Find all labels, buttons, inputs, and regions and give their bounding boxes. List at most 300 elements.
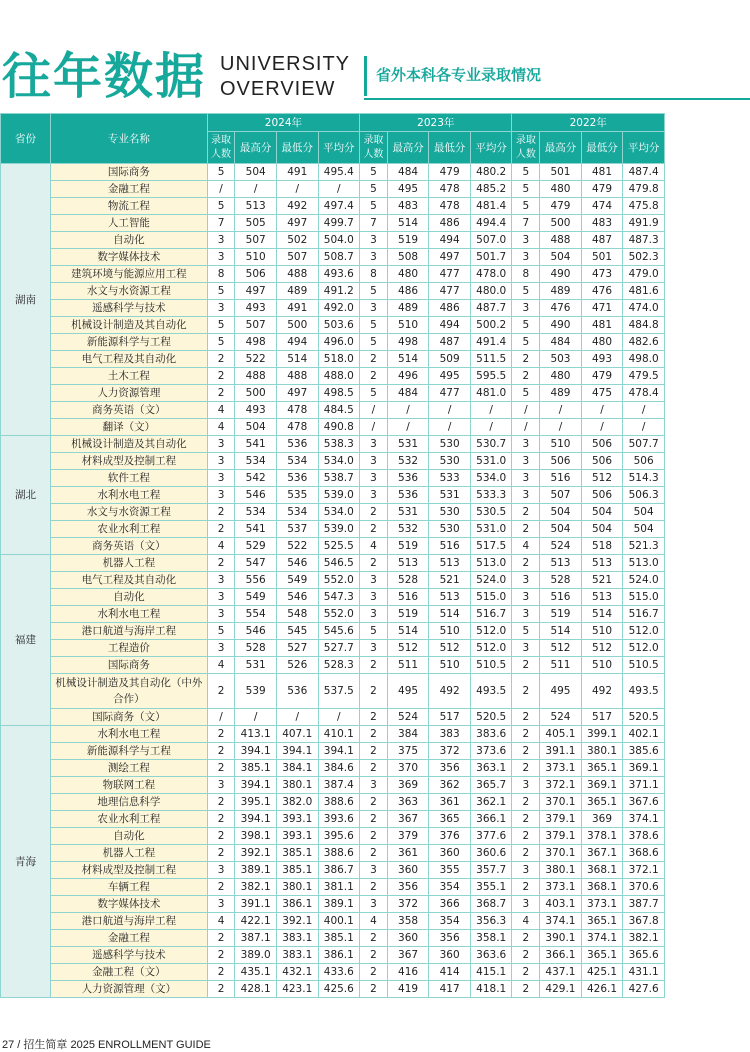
score-cell: 388.6 bbox=[318, 794, 360, 811]
score-cell: 2 bbox=[360, 657, 388, 674]
score-cell: 387.4 bbox=[318, 777, 360, 794]
score-cell: 490 bbox=[540, 317, 582, 334]
score-cell: 528 bbox=[387, 572, 429, 589]
major-name-cell: 自动化 bbox=[51, 828, 208, 845]
score-cell: 513 bbox=[429, 589, 471, 606]
score-cell: 372 bbox=[387, 896, 429, 913]
score-cell: 384.6 bbox=[318, 760, 360, 777]
score-cell: 494 bbox=[429, 232, 471, 249]
score-cell: 370.1 bbox=[540, 845, 582, 862]
score-cell: 2 bbox=[512, 504, 540, 521]
score-cell: 521.3 bbox=[623, 538, 665, 555]
score-cell: 3 bbox=[360, 249, 388, 266]
score-cell: 516 bbox=[540, 589, 582, 606]
score-cell: 536 bbox=[276, 674, 318, 709]
major-name-cell: 港口航道与海岸工程 bbox=[51, 623, 208, 640]
score-cell: 386.1 bbox=[276, 896, 318, 913]
score-cell: 495.4 bbox=[318, 164, 360, 181]
score-cell: 539.0 bbox=[318, 487, 360, 504]
score-cell: 394.1 bbox=[235, 743, 277, 760]
score-cell: / bbox=[318, 181, 360, 198]
score-cell: 4 bbox=[207, 657, 235, 674]
score-cell: 497.4 bbox=[318, 198, 360, 215]
score-cell: 2 bbox=[207, 930, 235, 947]
score-cell: / bbox=[540, 419, 582, 436]
score-cell: 484 bbox=[540, 334, 582, 351]
score-cell: 477 bbox=[429, 266, 471, 283]
score-cell: 542 bbox=[235, 470, 277, 487]
score-cell: 417 bbox=[429, 981, 471, 998]
score-cell: 516 bbox=[387, 589, 429, 606]
subheader-count: 录取人数 bbox=[207, 132, 235, 164]
score-cell: 395.6 bbox=[318, 828, 360, 845]
score-cell: 2 bbox=[207, 351, 235, 368]
score-cell: 495 bbox=[387, 181, 429, 198]
score-cell: 2 bbox=[207, 521, 235, 538]
score-cell: 3 bbox=[512, 589, 540, 606]
score-cell: 5 bbox=[207, 317, 235, 334]
score-cell: 477 bbox=[429, 385, 471, 402]
province-cell: 湖北 bbox=[1, 436, 51, 555]
major-name-cell: 土木工程 bbox=[51, 368, 208, 385]
score-cell: 398.1 bbox=[235, 828, 277, 845]
score-cell: 378.1 bbox=[581, 828, 623, 845]
score-cell: 481.0 bbox=[470, 385, 512, 402]
major-name-cell: 数字媒体技术 bbox=[51, 896, 208, 913]
score-cell: 432.1 bbox=[276, 964, 318, 981]
score-cell: 530.5 bbox=[470, 504, 512, 521]
score-cell: 2 bbox=[360, 726, 388, 743]
score-cell: 507.7 bbox=[623, 436, 665, 453]
score-cell: 488.0 bbox=[318, 368, 360, 385]
score-cell: 501 bbox=[581, 249, 623, 266]
score-cell: 2 bbox=[207, 555, 235, 572]
table-row bbox=[1, 419, 665, 436]
major-name-cell: 材料成型及控制工程 bbox=[51, 862, 208, 879]
score-cell: 2 bbox=[360, 760, 388, 777]
major-name-cell: 金融工程 bbox=[51, 930, 208, 947]
score-cell: 510 bbox=[429, 623, 471, 640]
score-cell: 552.0 bbox=[318, 572, 360, 589]
score-cell: 358.1 bbox=[470, 930, 512, 947]
score-cell: 547.3 bbox=[318, 589, 360, 606]
score-cell: 539 bbox=[235, 674, 277, 709]
table-row bbox=[1, 640, 665, 657]
score-cell: 357.7 bbox=[470, 862, 512, 879]
score-cell: 5 bbox=[207, 283, 235, 300]
score-cell: 5 bbox=[360, 623, 388, 640]
score-cell: 520.5 bbox=[470, 709, 512, 726]
major-name-cell: 新能源科学与工程 bbox=[51, 334, 208, 351]
score-cell: 4 bbox=[360, 538, 388, 555]
score-cell: 3 bbox=[512, 640, 540, 657]
score-cell: / bbox=[470, 419, 512, 436]
table-row bbox=[1, 674, 665, 709]
score-cell: 433.6 bbox=[318, 964, 360, 981]
score-cell: 546.5 bbox=[318, 555, 360, 572]
score-cell: 428.1 bbox=[235, 981, 277, 998]
score-cell: 360 bbox=[429, 845, 471, 862]
table-row bbox=[1, 657, 665, 674]
score-cell: 481 bbox=[581, 317, 623, 334]
score-cell: / bbox=[512, 419, 540, 436]
score-cell: 507.0 bbox=[470, 232, 512, 249]
subheader-max: 最高分 bbox=[235, 132, 277, 164]
score-cell: / bbox=[623, 402, 665, 419]
score-cell: 513 bbox=[540, 555, 582, 572]
score-cell: 530 bbox=[429, 453, 471, 470]
score-cell: 552.0 bbox=[318, 606, 360, 623]
score-cell: 2 bbox=[207, 504, 235, 521]
score-cell: 402.1 bbox=[623, 726, 665, 743]
score-cell: 361 bbox=[429, 794, 471, 811]
header-major: 专业名称 bbox=[51, 114, 208, 164]
score-cell: 5 bbox=[360, 283, 388, 300]
table-row bbox=[1, 317, 665, 334]
score-cell: / bbox=[623, 419, 665, 436]
score-cell: 2 bbox=[512, 930, 540, 947]
score-cell: / bbox=[540, 402, 582, 419]
score-cell: 360 bbox=[429, 947, 471, 964]
major-name-cell: 遥感科学与技术 bbox=[51, 947, 208, 964]
score-cell: 478.4 bbox=[623, 385, 665, 402]
score-cell: 483 bbox=[387, 198, 429, 215]
score-cell: 528.3 bbox=[318, 657, 360, 674]
major-name-cell: 水利水电工程 bbox=[51, 487, 208, 504]
score-cell: 391.1 bbox=[540, 743, 582, 760]
score-cell: 518.0 bbox=[318, 351, 360, 368]
score-cell: 372.1 bbox=[623, 862, 665, 879]
score-cell: 514 bbox=[581, 606, 623, 623]
score-cell: 423.1 bbox=[276, 981, 318, 998]
major-name-cell: 物联网工程 bbox=[51, 777, 208, 794]
score-cell: 514.3 bbox=[623, 470, 665, 487]
score-cell: 5 bbox=[512, 317, 540, 334]
score-cell: 492 bbox=[581, 674, 623, 709]
accent-bar bbox=[364, 56, 367, 96]
table-row bbox=[1, 589, 665, 606]
table-row bbox=[1, 504, 665, 521]
score-cell: 534 bbox=[276, 453, 318, 470]
score-cell: / bbox=[429, 419, 471, 436]
score-cell: 537.5 bbox=[318, 674, 360, 709]
score-cell: / bbox=[360, 419, 388, 436]
score-cell: 379 bbox=[387, 828, 429, 845]
major-name-cell: 自动化 bbox=[51, 232, 208, 249]
score-cell: 5 bbox=[207, 334, 235, 351]
score-cell: 418.1 bbox=[470, 981, 512, 998]
province-cell: 青海 bbox=[1, 726, 51, 998]
score-cell: 2 bbox=[512, 981, 540, 998]
score-cell: 4 bbox=[512, 538, 540, 555]
score-cell: 3 bbox=[512, 862, 540, 879]
score-cell: 407.1 bbox=[276, 726, 318, 743]
score-cell: 367.6 bbox=[623, 794, 665, 811]
table-row bbox=[1, 215, 665, 232]
table-row bbox=[1, 913, 665, 930]
subheader-avg: 平均分 bbox=[470, 132, 512, 164]
table-row bbox=[1, 266, 665, 283]
score-cell: 538.3 bbox=[318, 436, 360, 453]
score-cell: 2 bbox=[512, 368, 540, 385]
score-cell: 5 bbox=[512, 334, 540, 351]
score-cell: 410.1 bbox=[318, 726, 360, 743]
score-cell: 489 bbox=[387, 300, 429, 317]
score-cell: 2 bbox=[360, 947, 388, 964]
score-cell: 383 bbox=[429, 726, 471, 743]
table-row bbox=[1, 811, 665, 828]
score-cell: / bbox=[512, 402, 540, 419]
score-cell: 393.6 bbox=[318, 811, 360, 828]
score-cell: 378.6 bbox=[623, 828, 665, 845]
score-cell: 512 bbox=[581, 640, 623, 657]
table-row bbox=[1, 436, 665, 453]
score-cell: 476 bbox=[581, 283, 623, 300]
score-cell: 595.5 bbox=[470, 368, 512, 385]
score-cell: 3 bbox=[512, 896, 540, 913]
score-cell: 512.0 bbox=[623, 640, 665, 657]
score-cell: 501.7 bbox=[470, 249, 512, 266]
score-cell: 2 bbox=[207, 981, 235, 998]
score-cell: 498.5 bbox=[318, 385, 360, 402]
major-name-cell: 商务英语（文） bbox=[51, 402, 208, 419]
score-cell: 476 bbox=[540, 300, 582, 317]
score-cell: 533 bbox=[429, 470, 471, 487]
score-cell: 8 bbox=[360, 266, 388, 283]
score-cell: 2 bbox=[360, 504, 388, 521]
score-cell: 480 bbox=[540, 181, 582, 198]
header-year-2023: 2023年 bbox=[360, 114, 512, 132]
score-cell: 548 bbox=[276, 606, 318, 623]
score-cell: 506 bbox=[581, 436, 623, 453]
major-name-cell: 工程造价 bbox=[51, 640, 208, 657]
table-row bbox=[1, 896, 665, 913]
score-cell: 3 bbox=[512, 300, 540, 317]
score-cell: 491.4 bbox=[470, 334, 512, 351]
score-cell: 480 bbox=[387, 266, 429, 283]
score-cell: 360.6 bbox=[470, 845, 512, 862]
score-cell: 4 bbox=[207, 402, 235, 419]
score-cell: 3 bbox=[207, 606, 235, 623]
score-cell: 494 bbox=[429, 317, 471, 334]
score-cell: 521 bbox=[429, 572, 471, 589]
score-cell: 385.1 bbox=[318, 930, 360, 947]
score-cell: 426.1 bbox=[581, 981, 623, 998]
score-cell: 489 bbox=[540, 385, 582, 402]
score-cell: 394.1 bbox=[318, 743, 360, 760]
score-cell: 429.1 bbox=[540, 981, 582, 998]
score-cell: 500 bbox=[540, 215, 582, 232]
score-cell: 507 bbox=[276, 249, 318, 266]
major-name-cell: 人力资源管理 bbox=[51, 385, 208, 402]
score-cell: 484 bbox=[387, 385, 429, 402]
score-cell: 514 bbox=[387, 351, 429, 368]
major-name-cell: 人工智能 bbox=[51, 215, 208, 232]
table-row bbox=[1, 794, 665, 811]
score-cell: 510 bbox=[540, 436, 582, 453]
score-cell: 513.0 bbox=[470, 555, 512, 572]
score-cell: / bbox=[581, 402, 623, 419]
score-cell: 360 bbox=[387, 862, 429, 879]
table-row bbox=[1, 930, 665, 947]
score-cell: 530 bbox=[429, 436, 471, 453]
score-cell: 498 bbox=[387, 334, 429, 351]
score-cell: 385.1 bbox=[235, 760, 277, 777]
score-cell: 480.0 bbox=[470, 283, 512, 300]
score-cell: 492.0 bbox=[318, 300, 360, 317]
score-cell: 4 bbox=[207, 913, 235, 930]
score-cell: 2 bbox=[207, 726, 235, 743]
score-cell: 4 bbox=[207, 538, 235, 555]
major-name-cell: 农业水利工程 bbox=[51, 521, 208, 538]
score-cell: 541 bbox=[235, 521, 277, 538]
score-cell: 405.1 bbox=[540, 726, 582, 743]
score-cell: 383.1 bbox=[276, 930, 318, 947]
score-cell: 488 bbox=[276, 368, 318, 385]
table-row bbox=[1, 283, 665, 300]
score-cell: 2 bbox=[512, 879, 540, 896]
score-cell: 493.6 bbox=[318, 266, 360, 283]
score-cell: 2 bbox=[512, 726, 540, 743]
score-cell: 2 bbox=[360, 521, 388, 538]
score-cell: 494.4 bbox=[470, 215, 512, 232]
major-name-cell: 物流工程 bbox=[51, 198, 208, 215]
table-row bbox=[1, 198, 665, 215]
score-cell: 493 bbox=[235, 300, 277, 317]
score-cell: 3 bbox=[512, 453, 540, 470]
score-cell: 519 bbox=[387, 538, 429, 555]
score-cell: 2 bbox=[360, 368, 388, 385]
score-cell: 3 bbox=[512, 606, 540, 623]
score-cell: 539.0 bbox=[318, 521, 360, 538]
score-cell: 355 bbox=[429, 862, 471, 879]
score-cell: 496.0 bbox=[318, 334, 360, 351]
major-name-cell: 电气工程及其自动化 bbox=[51, 351, 208, 368]
score-cell: 490.8 bbox=[318, 419, 360, 436]
score-cell: 513.0 bbox=[623, 555, 665, 572]
score-cell: 514 bbox=[387, 623, 429, 640]
score-cell: 506 bbox=[540, 453, 582, 470]
score-cell: 370 bbox=[387, 760, 429, 777]
score-cell: 3 bbox=[360, 589, 388, 606]
score-cell: 483 bbox=[581, 215, 623, 232]
score-cell: 486 bbox=[387, 283, 429, 300]
score-cell: 368.6 bbox=[623, 845, 665, 862]
score-cell: / bbox=[318, 709, 360, 726]
score-cell: 390.1 bbox=[540, 930, 582, 947]
major-name-cell: 水文与水资源工程 bbox=[51, 504, 208, 521]
score-cell: 508 bbox=[387, 249, 429, 266]
score-cell: / bbox=[470, 402, 512, 419]
score-cell: 3 bbox=[512, 249, 540, 266]
score-cell: 3 bbox=[360, 453, 388, 470]
score-cell: 415.1 bbox=[470, 964, 512, 981]
table-row bbox=[1, 862, 665, 879]
table-row bbox=[1, 385, 665, 402]
score-cell: 386.7 bbox=[318, 862, 360, 879]
score-cell: 495 bbox=[540, 674, 582, 709]
score-cell: 512.0 bbox=[470, 623, 512, 640]
score-cell: 506 bbox=[581, 453, 623, 470]
score-cell: 374.1 bbox=[581, 930, 623, 947]
major-name-cell: 国际商务 bbox=[51, 164, 208, 181]
major-name-cell: 机器人工程 bbox=[51, 845, 208, 862]
score-cell: 481 bbox=[581, 164, 623, 181]
table-row bbox=[1, 964, 665, 981]
score-cell: 504 bbox=[581, 521, 623, 538]
table-row bbox=[1, 351, 665, 368]
table-row bbox=[1, 470, 665, 487]
major-name-cell: 商务英语（文） bbox=[51, 538, 208, 555]
score-cell: 2 bbox=[207, 760, 235, 777]
header-year-2022: 2022年 bbox=[512, 114, 665, 132]
score-cell: 516 bbox=[429, 538, 471, 555]
subheader-avg: 平均分 bbox=[318, 132, 360, 164]
score-cell: 478 bbox=[276, 402, 318, 419]
score-cell: 524 bbox=[540, 709, 582, 726]
score-cell: 3 bbox=[207, 896, 235, 913]
page-footer: 27 / 招生简章 2025 ENROLLMENT GUIDE bbox=[2, 1039, 211, 1051]
table-row bbox=[1, 760, 665, 777]
score-cell: 2 bbox=[512, 657, 540, 674]
score-cell: 492 bbox=[429, 674, 471, 709]
score-cell: 504 bbox=[540, 249, 582, 266]
score-cell: 356 bbox=[429, 760, 471, 777]
score-cell: 389.0 bbox=[235, 947, 277, 964]
score-cell: 2 bbox=[207, 828, 235, 845]
score-cell: 493.5 bbox=[470, 674, 512, 709]
score-cell: / bbox=[387, 402, 429, 419]
score-cell: 488 bbox=[276, 266, 318, 283]
score-cell: 391.1 bbox=[235, 896, 277, 913]
score-cell: 530.7 bbox=[470, 436, 512, 453]
score-cell: 369 bbox=[581, 811, 623, 828]
score-cell: 517 bbox=[581, 709, 623, 726]
score-cell: 387.1 bbox=[235, 930, 277, 947]
score-cell: 490 bbox=[540, 266, 582, 283]
score-cell: 526 bbox=[276, 657, 318, 674]
score-cell: 530 bbox=[429, 504, 471, 521]
score-cell: 385.1 bbox=[276, 845, 318, 862]
score-cell: 2 bbox=[512, 351, 540, 368]
score-cell: 534.0 bbox=[318, 453, 360, 470]
subheader-min: 最低分 bbox=[581, 132, 623, 164]
score-cell: 532 bbox=[387, 521, 429, 538]
score-cell: 487 bbox=[429, 334, 471, 351]
page-title: 往年数据 bbox=[2, 48, 207, 105]
score-cell: 367.1 bbox=[581, 845, 623, 862]
score-cell: 538.7 bbox=[318, 470, 360, 487]
score-cell: 519 bbox=[387, 606, 429, 623]
score-cell: 3 bbox=[207, 572, 235, 589]
score-cell: / bbox=[360, 402, 388, 419]
score-cell: 2 bbox=[360, 555, 388, 572]
score-cell: / bbox=[235, 709, 277, 726]
score-cell: 5 bbox=[360, 385, 388, 402]
score-cell: 478 bbox=[429, 181, 471, 198]
score-cell: 514 bbox=[429, 606, 471, 623]
score-cell: 369 bbox=[387, 777, 429, 794]
score-cell: 394.1 bbox=[235, 777, 277, 794]
score-cell: 2 bbox=[512, 794, 540, 811]
score-cell: 502.3 bbox=[623, 249, 665, 266]
score-cell: 512 bbox=[581, 470, 623, 487]
score-cell: 5 bbox=[512, 283, 540, 300]
score-cell: 531.0 bbox=[470, 521, 512, 538]
score-cell: 516.7 bbox=[623, 606, 665, 623]
score-cell: 379.1 bbox=[540, 811, 582, 828]
score-cell: 369.1 bbox=[581, 777, 623, 794]
